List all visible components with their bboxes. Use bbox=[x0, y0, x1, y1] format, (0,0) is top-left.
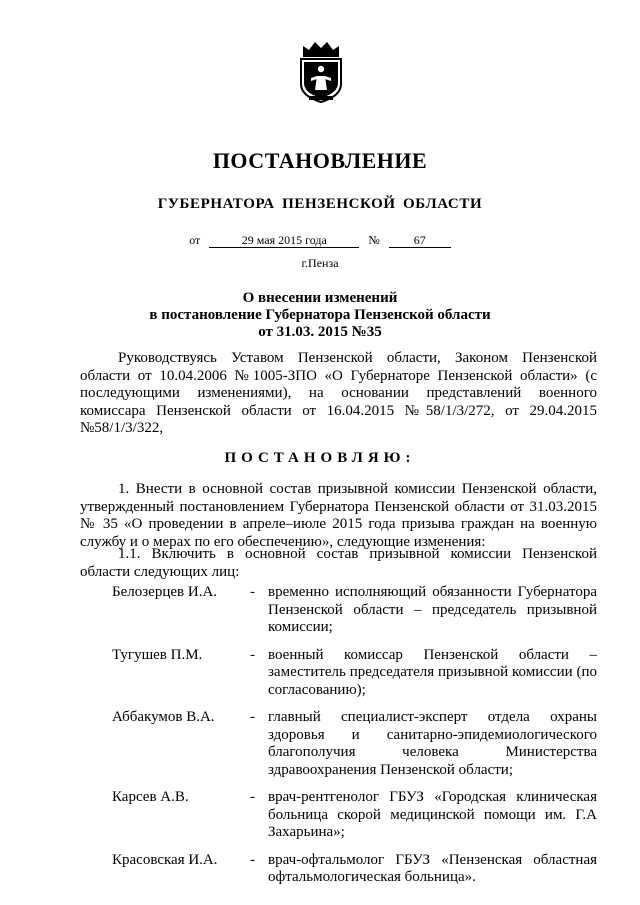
member-name: Карсев А.В. bbox=[112, 789, 189, 805]
document-heading bbox=[0, 290, 640, 341]
number-prefix: № bbox=[368, 233, 380, 247]
decree-heading: ПОСТАНОВЛЯЮ: bbox=[224, 450, 416, 466]
item-1-1-paragraph: 1.1. Включить в основной состав призывной комиссии Пензенской области следующих лиц: bbox=[80, 546, 597, 580]
member-role: врач-рентгенолог ГБУЗ «Городская клиническая больница скорой медицинской помощи им. Г.А Захарьина»; bbox=[268, 789, 597, 840]
member-dash: - bbox=[250, 851, 255, 868]
member-dash: - bbox=[250, 789, 255, 805]
preamble-paragraph: Руководствуясь Уставом Пензенской области, Законом Пензенской области от 10.04.2006 №1005-ЗПО «О Губернаторе Пензенской области» (с последующими изменениями), на основании представлений военного комиссара Пензенской области от 16.04.2015 №58/1/3/272, от 29.04.2015 №58/1/3/322, bbox=[80, 350, 597, 436]
list-item bbox=[80, 709, 597, 779]
member-role: врач-офтальмолог ГБУЗ «Пензенская областная офтальмологическая больница». bbox=[268, 851, 597, 885]
issuer-subtitle: ГУБЕРНАТОРА ПЕНЗЕНСКОЙ ОБЛАСТИ bbox=[157, 196, 483, 212]
member-role: военный комиссар Пензенской области – заместитель председателя призывной комиссии (по согласованию); bbox=[268, 646, 597, 698]
member-name: Белозерцев И.А. bbox=[112, 584, 218, 600]
members-list bbox=[80, 584, 597, 897]
member-dash: - bbox=[250, 646, 255, 663]
heading-line-2: в постановление Губернатора Пензенской области bbox=[149, 307, 491, 323]
member-name: Тугушев П.М. bbox=[112, 646, 203, 663]
date-number-line bbox=[0, 233, 640, 248]
list-item bbox=[80, 789, 597, 842]
list-item bbox=[80, 584, 597, 637]
member-dash: - bbox=[250, 709, 255, 725]
coat-of-arms-icon bbox=[295, 40, 347, 104]
city-label: г.Пенза bbox=[301, 256, 339, 270]
document-number: 67 bbox=[389, 233, 451, 248]
member-name: Красовская И.А. bbox=[112, 851, 218, 868]
item-1-paragraph: 1. Внести в основной состав призывной комиссии Пензенской области, утвержденный постановлением Губернатора Пензенской области от 31.03.2015 № 35 «О проведении в апреле–июле 2015 года призыва граждан на военную службу и о мерах по его обеспечению», следующие изменения: bbox=[80, 481, 597, 550]
member-name: Аббакумов В.А. bbox=[112, 709, 215, 725]
list-item bbox=[80, 647, 597, 700]
page-title: ПОСТАНОВЛЕНИЕ bbox=[212, 148, 428, 173]
document-date: 29 мая 2015 года bbox=[209, 233, 359, 248]
date-prefix: от bbox=[189, 233, 201, 247]
heading-line-1: О внесении изменений bbox=[242, 290, 398, 306]
member-dash: - bbox=[250, 584, 255, 600]
heading-line-3: от 31.03. 2015 №35 bbox=[258, 324, 382, 340]
member-role: главный специалист-эксперт отдела охраны здоровья и санитарно-эпидемиологического благополучия человека Министерства здравоохранения Пензенской области; bbox=[268, 709, 597, 778]
member-role: временно исполняющий обязанности Губернатора Пензенской области – председатель призывной комиссии; bbox=[268, 584, 597, 635]
list-item bbox=[80, 852, 597, 887]
